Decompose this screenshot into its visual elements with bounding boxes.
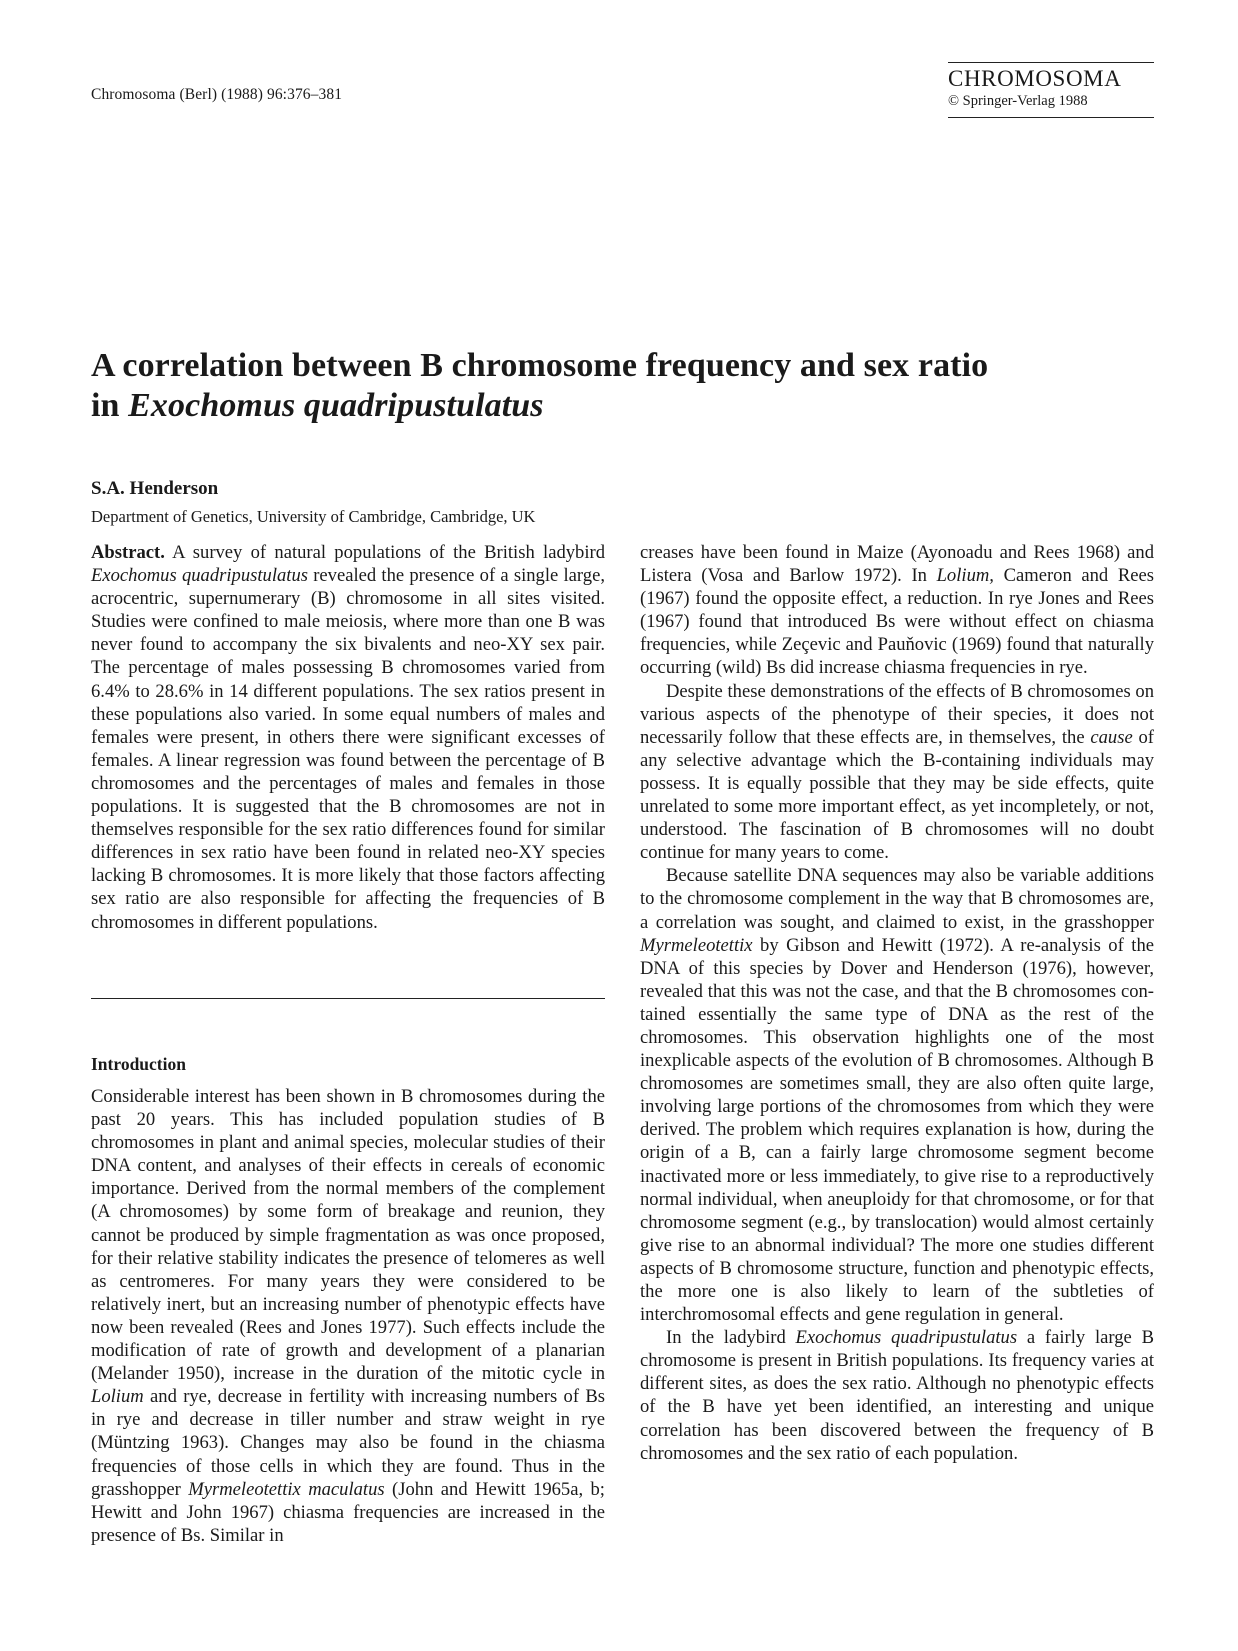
journal-brand-box [948,62,1154,118]
right-paragraph-4 [640,1326,1154,1465]
introduction-paragraph-1 [91,1085,605,1547]
intro-italic-lolium: Lolium [91,1386,144,1408]
intro-italic-myrmeleotettix: Myrmeleotettix maculatus [188,1478,385,1500]
author-name: S.A. Henderson [91,478,219,499]
journal-name: CHROMOSOMA [948,66,1122,91]
rp4-italic: Exochomus quadripustulatus [795,1327,1018,1349]
intro-text-2: and rye, decrease in fertility with increasing numbers of Bs in rye and decrease in tiller number and straw weight in rye (Müntzing 1963). Changes may also be found in the chiasma frequencies of those cells in which they are found. Thus in the grasshopper [91,1386,605,1500]
right-paragraph-2 [640,680,1154,865]
rp2-text-2: of any selective advantage which the B-containing individuals may possess. It is equally possible that they may be side effects, quite unrelated to some more important effect, as yet incompletely, or not, understood. The fascination of B chromosomes will no doubt continue for many years to come. [640,726,1154,864]
abstract-text-1: A survey of natural populations of the British ladybird [164,542,605,563]
title-line-2-prefix: in [91,387,129,424]
rp1-text-1: creases have been found in Maize (Ayonoadu and Rees 1968) and Listera (Vosa and Barlow 1972). In [640,542,1154,587]
abstract-paragraph [91,541,605,934]
rp2-text-1: Despite these demonstrations of the effects of B chromosomes on various aspects of the phenotype of their species, it does not necessarily follow that these effects are, in themselves, the [640,680,1154,748]
publisher-copyright: © Springer-Verlag 1988 [948,93,1088,109]
rp3-text-1: Because satellite DNA sequences may also be variable additions to the chromosome complement in the way that B chromosomes are, a correlation was sought, and claimed to exist, in the grasshopper [640,865,1154,933]
intro-text-3: (John and Hewitt 1965a, b; Hewitt and John 1967) chiasma frequencies are increased in the presence of Bs. Similar in [91,1478,605,1546]
rp4-text-1: In the ladybird [666,1327,796,1349]
right-column-body [640,541,1154,1465]
abstract-text-2: revealed the presence of a single large, acrocentric, supernumerary (B) chromosome in all sites visited. Studies were confined to male meiosis, where more than one B was never found to accompany the six bivalents and neo-XY sex pair. The percentage of males possessing B chromosomes varied from 6.4% to 28.6% in 14 different populations. The sex ratios present in these populations also varied. In some equal numbers of males and females were present, in others there were significant excesses of females. A linear regression was found between the percentage of B chromosomes and the percentages of males and females in those populations. It is suggested that the B chromosomes are not in themselves responsible for the sex ratio differences found for similar differences in sex ratio have been found in related neo-XY species lacking B chromosomes. It is more likely that those factors affecting sex ratio are also responsible for affecting the frequencies of B chromosomes in different populations. [91,565,605,933]
rp3-text-2: by Gibson and Hewitt (1972). A re-analysis of the DNA of this species by Dover and Henderson (1976), however, revealed that this was not the case, and that the B chromosomes contained essentially the same type of DNA as the rest of the chromosomes. This observation highlights one of the most inexplicable aspects of the evolution of B chromosomes. Although B chromosomes are sometimes small, they are also often quite large, involving large portions of the chromosomes from which they were derived. The problem which requires explanation is how, during the origin of a B, can a fairly large chromosome segment become inactivated more or less immediately, to give rise to a reproductively normal individual, when aneuploidy for that chromosome, or for that chromosome segment (e.g., by translocation) would almost certainly give rise to an abnormal individual? The more one studies different aspects of B chromosome structure, function and phenotypic effects, the more one is also likely to learn of the subtleties of interchromosomal effects and gene regulation in general. [640,934,1154,1326]
abstract-species-name: Exochomus quadripustulatus [91,565,308,587]
rp4-text-2: a fairly large B chromosome is present in British populations. Its frequency varies at different sites, as does the sex ratio. Although no phenotypic effects of the B have yet been identified, an interesting and unique correlation has been discovered between the frequency of B chromosomes and the sex ratio of each population. [640,1327,1154,1464]
intro-text-1: Considerable interest has been shown in B chromosomes during the past 20 years. This has included population studies of B chromosomes in plant and animal species, molecular studies of their DNA content, and analyses of their effects in cereals of economic importance. Derived from the normal members of the complement (A chromosomes) by some form of breakage and reunion, they cannot be produced by simple fragmentation as was once proposed, for their relative stability indicates the presence of telomeres as well as centromeres. For many years they were considered to be relatively inert, but an increasing number of phenotypic effects have now been revealed (Rees and Jones 1977). Such effects include the modification of rate of growth and development of a planarian (Melander 1950), increase in the duration of the mitotic cycle in [91,1086,605,1385]
abstract-label: Abstract. [91,542,165,563]
introduction-body [91,1085,605,1547]
title-line-1: A correlation between B chromosome frequency and sex ratio [91,347,989,384]
rp3-italic: Myrmeleotettix [640,934,753,956]
rp2-italic: cause [1090,726,1133,748]
right-paragraph-1 [640,541,1154,680]
author-affiliation: Department of Genetics, University of Cambridge, Cambridge, UK [91,507,536,526]
rp1-text-2: Cameron and Rees (1967) found the opposite effect, a reduction. In rye Jones and Rees (1967) found that introduced Bs were without effect on chiasma frequencies, while Zeçevic and Pauňovic (1969) found that naturally occurring (wild) Bs did increase chiasma frequencies in rye. [640,565,1155,679]
title-species-name: Exochomus quadripustulatus [128,387,544,424]
rp1-italic: Lolium, [936,565,994,587]
introduction-heading: Introduction [91,1054,186,1074]
journal-citation: Chromosoma (Berl) (1988) 96:376–381 [91,86,343,103]
article-title [91,346,1091,426]
right-paragraph-3 [640,864,1154,1326]
abstract-block [91,541,605,934]
abstract-divider [91,998,605,999]
